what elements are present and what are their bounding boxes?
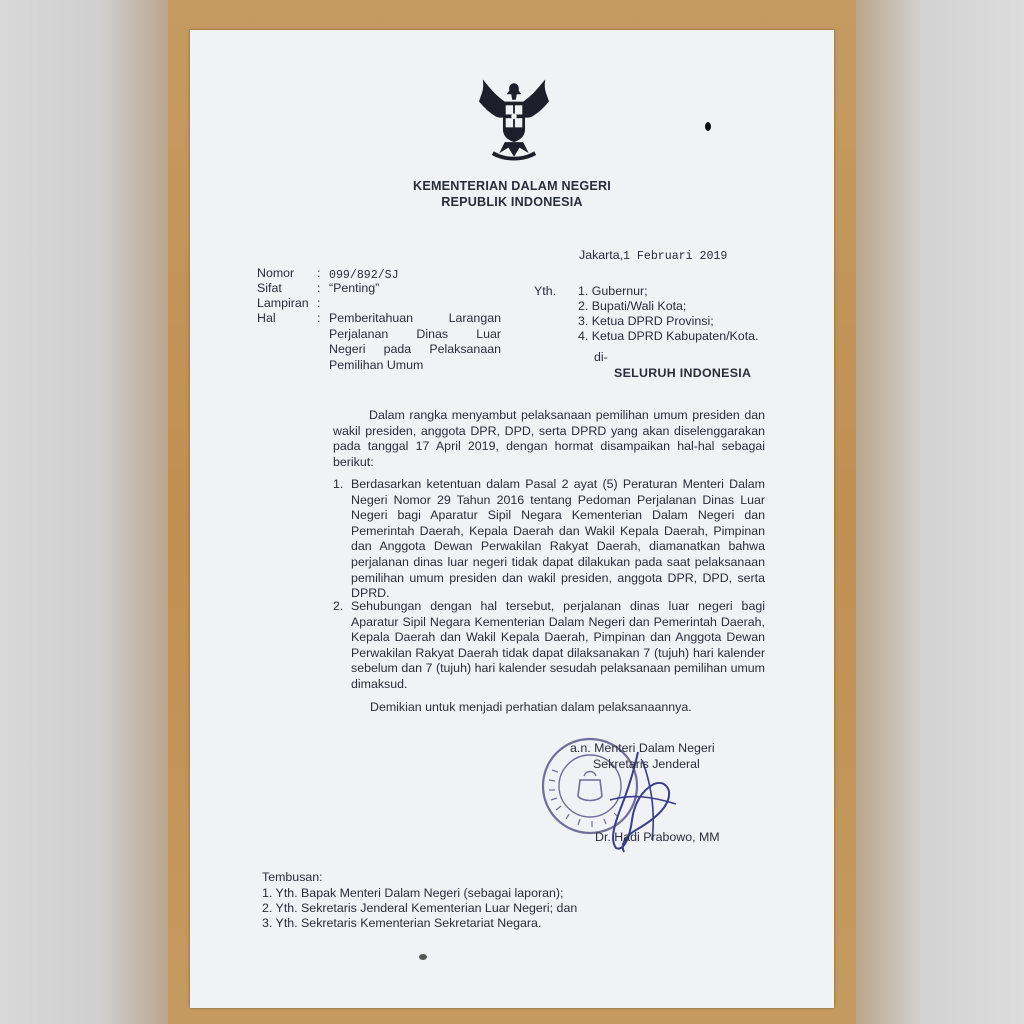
hal-subject (329, 311, 501, 373)
header-ministry: KEMENTERIAN DALAM NEGERI (413, 179, 611, 193)
hal-label: Hal (257, 311, 276, 325)
letter-page (190, 30, 834, 1008)
recipient-di: di- (594, 350, 608, 364)
photo-background-right (854, 0, 1024, 1024)
tembusan-item: 1. Yth. Bapak Menteri Dalam Negeri (sebagai laporan); (262, 886, 564, 900)
nomor-colon: : (317, 266, 321, 280)
signature-on-behalf: a.n. Menteri Dalam Negeri (570, 741, 715, 755)
header-republic: REPUBLIK INDONESIA (441, 195, 583, 209)
lampiran-colon: : (317, 296, 321, 310)
recipient-item: 1. Gubernur; (578, 284, 648, 298)
point-text: Berdasarkan ketentuan dalam Pasal 2 ayat (5) Peraturan Menteri Dalam Negeri Nomor 29 Tahun 2016 tentang Pedoman Perjalanan Dinas Luar Negeri bagi Aparatur Sipil Negara Kementerian Dalam Negeri dan Pemerintah Daerah, Kepala Daerah dan Wakil Kepala Daerah, Pimpinan dan Anggota Dewan Perwakilan Rakyat Daerah, diamanatkan bahwa perjalanan dinas luar negeri tidak dapat dilakukan pada saat pelaksanaan pemilihan umum presiden dan wakil presiden, anggota DPR, DPD, serta DPRD. (351, 477, 765, 601)
recipient-item: 2. Bupati/Wali Kota; (578, 299, 687, 313)
letter-date: 1 Februari 2019 (623, 250, 728, 263)
tembusan-item: 3. Yth. Sekretaris Kementerian Sekretariat Negara. (262, 916, 542, 930)
hal-colon: : (317, 311, 321, 325)
sifat-value: “Penting” (329, 281, 380, 295)
point-number: 2. (333, 599, 344, 613)
yth-label: Yth. (534, 284, 557, 298)
hal-line: Perjalanan Dinas Luar (329, 326, 501, 341)
tembusan-item: 2. Yth. Sekretaris Jenderal Kementerian Luar Negeri; dan (262, 901, 578, 915)
nomor-label: Nomor (257, 266, 295, 280)
garuda-emblem-icon (468, 74, 560, 166)
hal-line: Negeri pada Pelaksanaan (329, 342, 501, 357)
body-intro: Dalam rangka menyambut pelaksanaan pemilihan umum presiden dan wakil presiden, anggota DPR, DPD, serta DPRD yang akan diselenggarakan pada tanggal 17 April 2019, dengan hormat disampaikan hal-hal sebagai berikut: (333, 408, 765, 469)
signature-name: Dr. Hadi Prabowo, MM (595, 830, 720, 844)
signature-position: Sekretaris Jenderal (593, 757, 700, 771)
tembusan-label: Tembusan: (262, 870, 323, 884)
nomor-value: 099/892/SJ (329, 269, 399, 282)
recipient-item: 4. Ketua DPRD Kabupaten/Kota. (578, 329, 759, 343)
hal-line: Pemberitahuan Larangan (329, 311, 501, 325)
recipient-location: SELURUH INDONESIA (614, 366, 752, 380)
body-closing: Demikian untuk menjadi perhatian dalam pelaksanaannya. (370, 700, 692, 714)
point-text: Sehubungan dengan hal tersebut, perjalanan dinas luar negeri bagi Aparatur Sipil Negara Kementerian Dalam Negeri dan Pemerintah Daerah, Kepala Daerah dan Wakil Kepala Daerah, Pimpinan dan Anggota Dewan Perwakilan Rakyat Daerah tidak dapat dilaksanakan 7 (tujuh) hari kalender sebelum dan 7 (tujuh) hari kalender sesudah pelaksanaan pemilihan umum dimaksud. (351, 599, 765, 691)
ink-spot (705, 122, 711, 131)
point-number: 1. (333, 477, 344, 491)
hal-line: Pemilihan Umum (329, 357, 424, 372)
photo-background-left (0, 0, 170, 1024)
place: Jakarta, (579, 248, 624, 262)
sifat-colon: : (317, 281, 321, 295)
sifat-label: Sifat (257, 281, 282, 295)
recipient-item: 3. Ketua DPRD Provinsi; (578, 314, 714, 328)
ink-spot (419, 954, 427, 960)
lampiran-label: Lampiran (257, 296, 309, 310)
